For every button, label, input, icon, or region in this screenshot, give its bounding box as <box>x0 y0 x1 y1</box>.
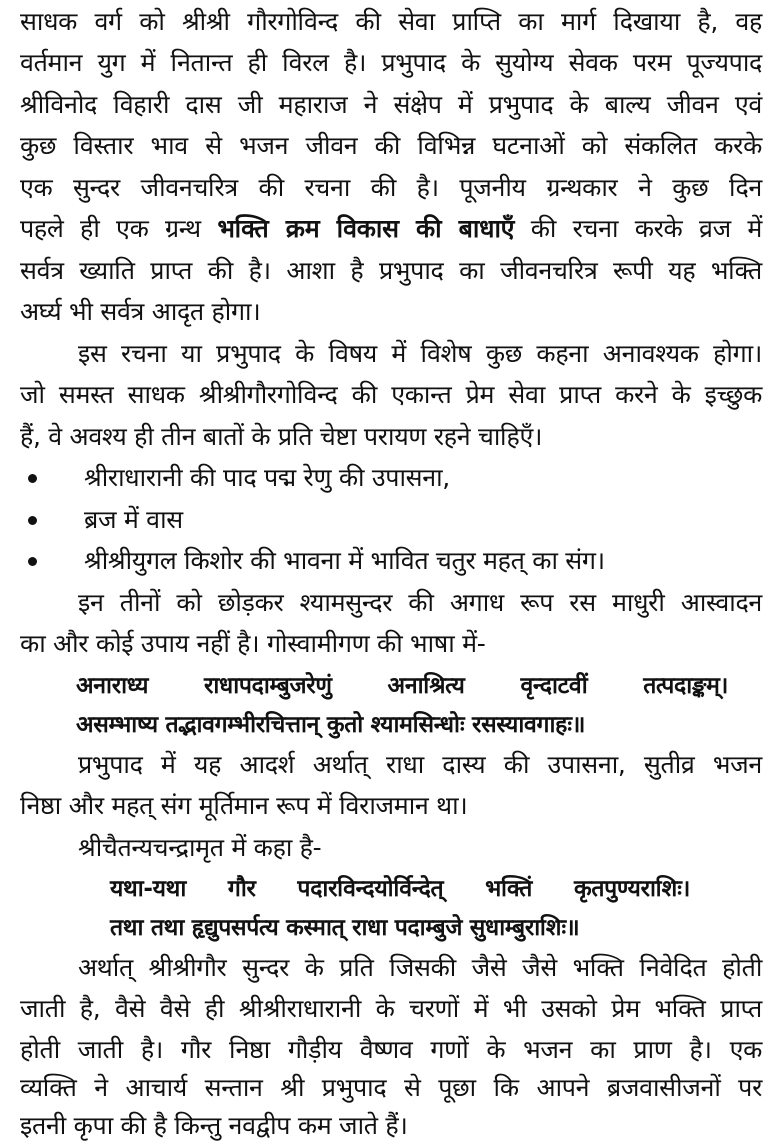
verse-line: अनाराध्य राधापदाम्बुजरेणुं अनाश्रित्य वृन्दाटवीं तत्पदाङ्कम्। <box>76 673 728 699</box>
text-line: एक सुन्दर जीवनचरित्र की रचना की है। पूजनीय ग्रन्थकार ने कुछ दिन <box>20 173 762 202</box>
text-line: जो समस्त साधक श्रीश्रीगौरगोविन्द की एकान्त प्रेम सेवा प्राप्त करने के इच्छुक <box>20 380 762 409</box>
text-line: का और कोई उपाय नहीं है। गोस्वामीगण की भाषा में- <box>20 629 486 658</box>
bullet-icon <box>28 516 37 525</box>
verse-line: यथा-यथा गौर पदारविन्दयोर्विन्देत् भक्तिं कृतपुण्यराशिः। <box>110 876 690 902</box>
text-line: प्रभुपाद में यह आदर्श अर्थात् राधा दास्य की उपासना, सुतीव्र भजन <box>78 750 762 779</box>
bullet-text: श्रीश्रीयुगल किशोर की भावना में भावित चतुर महत् का संग। <box>84 546 605 575</box>
text-line: अर्थात् श्रीश्रीगौर सुन्दर के प्रति जिसकी जैसे जैसे भक्ति निवेदित होती <box>78 953 762 982</box>
text-line: इन तीनों को छोड़कर श्यामसुन्दर की अगाध रूप रस माधुरी आस्वादन <box>78 588 762 617</box>
text-line: निष्ठा और महत् संग मूर्तिमान रूप में विराजमान था। <box>20 791 468 820</box>
text-line: साधक वर्ग को श्रीश्री गौरगोविन्द की सेवा प्राप्ति का मार्ग दिखाया है, वह <box>20 7 762 36</box>
text-line: अर्घ्य भी सर्वत्र आदृत होगा। <box>20 297 261 326</box>
book-title-bold: भक्ति क्रम विकास की बाधाएँ <box>217 214 515 243</box>
text-line: वर्तमान युग में नितान्त ही विरल है। प्रभुपाद के सुयोग्य सेवक परम पूज्यपाद <box>20 48 762 77</box>
text-line-with-book-title <box>20 209 762 249</box>
text-line: कुछ विस्तार भाव से भजन जीवन की विभिन्न घटनाओं को संकलित करके <box>20 131 762 160</box>
text-line: हैं, वे अवश्य ही तीन बातों के प्रति चेष्टा परायण रहने चाहिएँ। <box>20 422 543 451</box>
text-line: श्रीविनोद विहारी दास जी महाराज ने संक्षेप में प्रभुपाद के बाल्य जीवन एवं <box>20 90 762 119</box>
text-line: श्रीचैतन्यचन्द्रामृत में कहा है- <box>78 833 322 862</box>
text-fragment: पहले ही एक ग्रन्थ <box>20 214 218 243</box>
text-line: सर्वत्र ख्याति प्राप्त की है। आशा है प्रभुपाद का जीवनचरित्र रूपी यह भक्ति <box>20 256 762 285</box>
bullet-item <box>20 541 762 581</box>
verse-line: तथा तथा हृद्युपसर्पत्य कस्मात् राधा पदाम्बुजे सुधाम्बुराशिः॥ <box>110 915 580 941</box>
text-line: इतनी कृपा की है किन्तु नवद्वीप कम जाते हैं। <box>20 1111 408 1140</box>
bullet-text: ब्रज में वास <box>84 505 183 534</box>
text-fragment: की रचना करके व्रज में <box>514 214 763 243</box>
bullet-icon <box>28 557 37 566</box>
bullet-icon <box>28 474 37 483</box>
verse-line: असम्भाष्य तद्भावगम्भीरचित्तान् कुतो श्यामसिन्धोः रसस्यावगाहः॥ <box>76 712 586 738</box>
text-line: इस रचना या प्रभुपाद के विषय में विशेष कुछ कहना अनावश्यक होगा। <box>78 339 762 368</box>
text-line: व्यक्ति ने आचार्य सन्तान श्री प्रभुपाद से पूछा कि आपने ब्रजवासीजनों पर <box>20 1073 762 1102</box>
bullet-text: श्रीराधारानी की पाद पद्म रेणु की उपासना, <box>84 463 450 492</box>
bullet-item <box>20 458 762 498</box>
text-line: होती जाती है। गौर निष्ठा गौड़ीय वैष्णव गणों के भजन का प्राण है। एक <box>20 1035 762 1064</box>
text-line: जाती है, वैसे वैसे ही श्रीश्रीराधारानी के चरणों में भी उसको प्रेम भक्ति प्राप्त <box>20 994 762 1023</box>
bullet-item <box>20 500 762 540</box>
